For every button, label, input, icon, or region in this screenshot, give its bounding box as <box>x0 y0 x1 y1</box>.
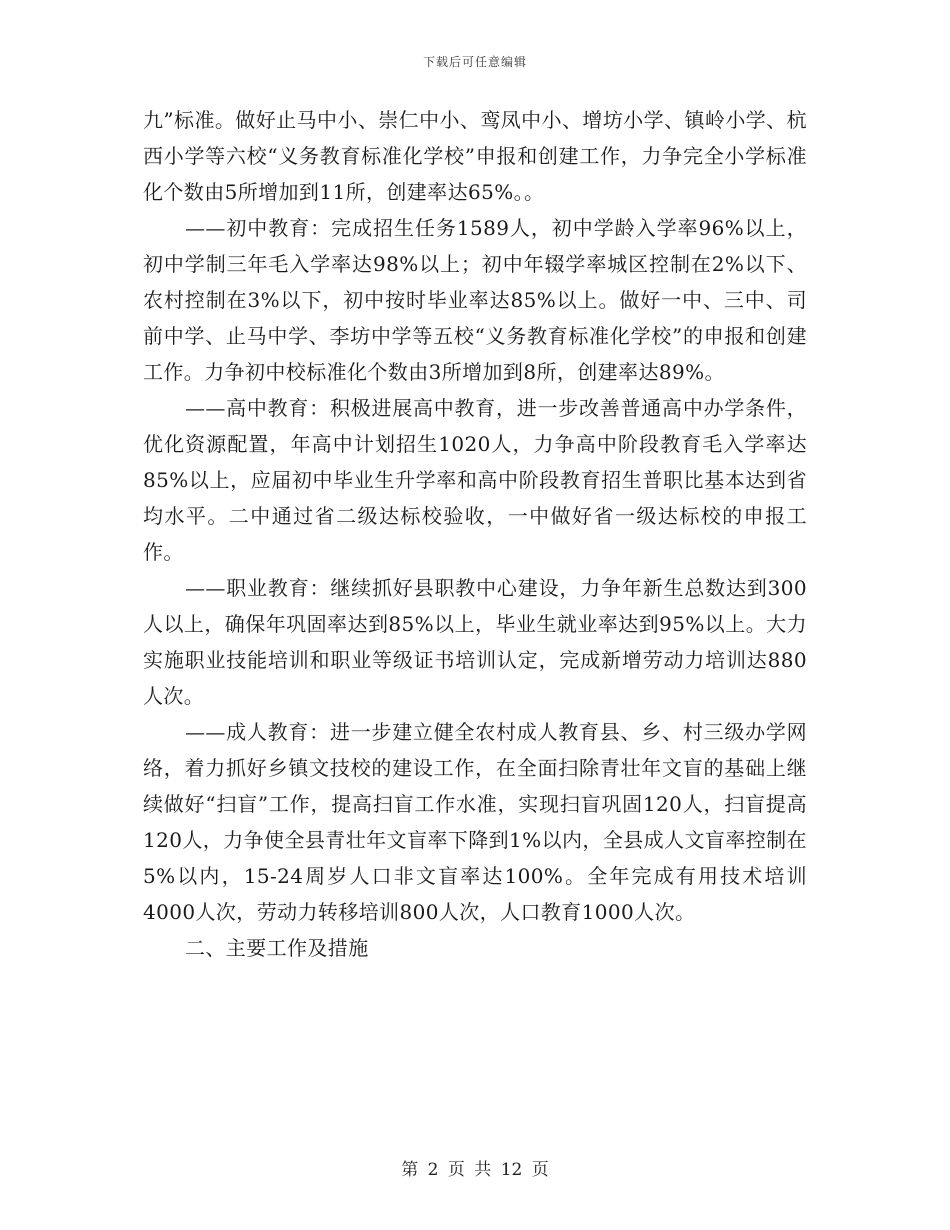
section-heading-main-work: 二、主要工作及措施 <box>185 936 369 960</box>
paragraph-senior-high-education: ——高中教育：积极进展高中教育，进一步改善普通高中办学条件，优化资源配置，年高中计划招生1020人，力争高中阶段教育毛入学率达85%以上，应届初中毕业生升学率和高中阶段教育招生普职比基本达到省均水平。二中通过省二级达标校验收，一中做好省一级达标校的申报工作。 <box>143 396 807 564</box>
paragraph-primary-school-continuation: 九”标准。做好止马中小、崇仁中小、鸾凤中小、增坊小学、镇岭小学、杭西小学等六校“义务教育标准化学校”申报和创建工作，力争完全小学标准化个数由5所增加到11所，创建率达65%。。 <box>143 108 807 204</box>
paragraph-vocational-education: ——职业教育：继续抓好县职教中心建设，力争年新生总数达到300人以上，确保年巩固率达到85%以上，毕业生就业率达到95%以上。大力实施职业技能培训和职业等级证书培训认定，完成新增劳动力培训达880人次。 <box>143 576 807 708</box>
page-header: 下载后可任意编辑 <box>422 55 527 69</box>
paragraph-junior-high-education: ——初中教育：完成招生任务1589人，初中学龄入学率96%以上，初中学制三年毛入学率达98%以上；初中年辍学率城区控制在2%以下、农村控制在3%以下，初中按时毕业率达85%以上。做好一中、三中、司前中学、止马中学、李坊中学等五校“义务教育标准化学校”的申报和创建工作。力争初中校标准化个数由3所增加到8所，创建率达89%。 <box>143 216 807 384</box>
page-number-footer: 第 2 页 共 12 页 <box>401 1160 549 1180</box>
document-body <box>143 102 807 966</box>
paragraph-adult-education: ——成人教育：进一步建立健全农村成人教育县、乡、村三级办学网络，着力抓好乡镇文技校的建设工作，在全面扫除青壮年文盲的基础上继续做好“扫盲”工作，提高扫盲工作水准，实现扫盲巩固120人，扫盲提高120人，力争使全县青壮年文盲率下降到1%以内，全县成人文盲率控制在5%以内，15-24周岁人口非文盲率达100%。全年完成有用技术培训4000人次，劳动力转移培训800人次，人口教育1000人次。 <box>143 720 807 924</box>
